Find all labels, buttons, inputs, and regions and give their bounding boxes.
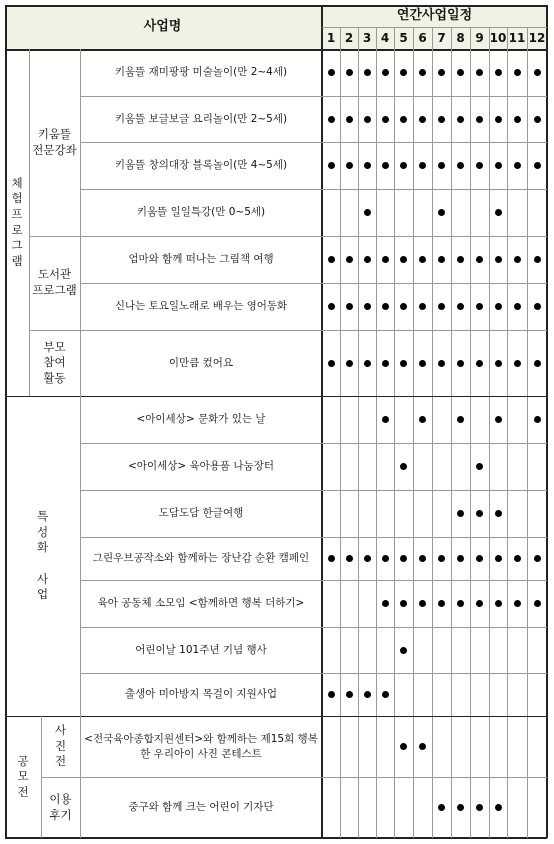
schedule-dot bbox=[419, 116, 426, 123]
schedule-dot bbox=[328, 256, 335, 263]
schedule-dot bbox=[328, 162, 335, 169]
schedule-dot bbox=[400, 69, 407, 76]
project-name: 키움뜰 창의대장 블록놀이(만 4~5세) bbox=[114, 159, 288, 172]
schedule-dot bbox=[534, 162, 541, 169]
schedule-dot bbox=[476, 463, 483, 470]
project-name: 키움뜰 보글보글 요리놀이(만 2~5세) bbox=[114, 112, 288, 125]
schedule-dot bbox=[364, 209, 371, 216]
schedule-dot bbox=[495, 510, 502, 517]
schedule-dot bbox=[457, 555, 464, 562]
schedule-dot bbox=[476, 116, 483, 123]
schedule-dot bbox=[476, 555, 483, 562]
schedule-dot bbox=[514, 116, 521, 123]
schedule-dot bbox=[419, 360, 426, 367]
schedule-dot bbox=[534, 416, 541, 423]
group-label-experience: 체 험 프 로 그 램 bbox=[11, 175, 23, 268]
schedule-dot bbox=[419, 256, 426, 263]
schedule-dot bbox=[534, 360, 541, 367]
schedule-dot bbox=[438, 600, 445, 607]
project-name: <전국육아종합지원센터>와 함께하는 제15회 행복한 우리아이 사진 콘테스트 bbox=[84, 733, 318, 760]
month-header-7: 7 bbox=[437, 30, 446, 45]
schedule-dot bbox=[438, 116, 445, 123]
schedule-dot bbox=[476, 600, 483, 607]
schedule-dot bbox=[382, 360, 389, 367]
subgroup-label-library: 도서관 프로그램 bbox=[32, 267, 77, 297]
schedule-dot bbox=[419, 743, 426, 750]
schedule-dot bbox=[346, 360, 353, 367]
schedule-dot bbox=[457, 256, 464, 263]
schedule-dot bbox=[328, 555, 335, 562]
project-name: 육아 공동체 소모임 <함께하면 행복 더하기> bbox=[97, 597, 305, 610]
schedule-dot bbox=[400, 256, 407, 263]
schedule-dot bbox=[364, 116, 371, 123]
month-header-2: 2 bbox=[344, 30, 354, 45]
schedule-dot bbox=[495, 116, 502, 123]
month-header-5: 5 bbox=[399, 30, 408, 45]
schedule-dot bbox=[457, 600, 464, 607]
month-header-1: 1 bbox=[326, 30, 336, 45]
month-header-10: 10 bbox=[489, 30, 507, 45]
schedule-dot bbox=[495, 416, 502, 423]
schedule-dot bbox=[438, 69, 445, 76]
project-name: <아이세상> 문화가 있는 날 bbox=[136, 413, 266, 426]
schedule-dot bbox=[457, 69, 464, 76]
schedule-dot bbox=[400, 162, 407, 169]
schedule-dot bbox=[438, 162, 445, 169]
schedule-dot bbox=[328, 116, 335, 123]
schedule-dot bbox=[382, 303, 389, 310]
schedule-dot bbox=[438, 256, 445, 263]
month-header-6: 6 bbox=[418, 30, 427, 45]
schedule-dot bbox=[534, 69, 541, 76]
schedule-dot bbox=[364, 256, 371, 263]
header-project-name: 사업명 bbox=[143, 19, 182, 35]
month-header-9: 9 bbox=[475, 30, 484, 45]
table-border-right bbox=[546, 5, 548, 838]
schedule-dot bbox=[328, 69, 335, 76]
schedule-dot bbox=[364, 303, 371, 310]
project-name: 중구와 함께 크는 어린이 기자단 bbox=[128, 801, 274, 814]
schedule-dot bbox=[419, 69, 426, 76]
schedule-dot bbox=[346, 256, 353, 263]
group-label-contest: 공 모 전 bbox=[17, 753, 29, 799]
schedule-dot bbox=[534, 600, 541, 607]
schedule-dot bbox=[457, 162, 464, 169]
schedule-dot bbox=[419, 600, 426, 607]
schedule-dot bbox=[495, 209, 502, 216]
project-name: 키움뜰 재미팡팡 미술놀이(만 2~4세) bbox=[114, 66, 288, 79]
schedule-dot bbox=[457, 416, 464, 423]
schedule-dot bbox=[364, 691, 371, 698]
schedule-dot bbox=[419, 303, 426, 310]
schedule-dot bbox=[346, 691, 353, 698]
schedule-dot bbox=[534, 116, 541, 123]
schedule-dot bbox=[382, 162, 389, 169]
schedule-dot bbox=[400, 743, 407, 750]
month-header-11: 11 bbox=[508, 30, 526, 45]
month-header-8: 8 bbox=[456, 30, 465, 45]
schedule-dot bbox=[495, 555, 502, 562]
schedule-dot bbox=[400, 647, 407, 654]
schedule-dot bbox=[438, 804, 445, 811]
month-header-12: 12 bbox=[528, 30, 546, 45]
schedule-dot bbox=[514, 555, 521, 562]
subgroup-label-kiumtteul: 키움뜰 전문강좌 bbox=[32, 126, 77, 157]
subgroup-label-parent: 부모 참여 활동 bbox=[43, 339, 66, 385]
schedule-dot bbox=[382, 256, 389, 263]
schedule-dot bbox=[476, 303, 483, 310]
schedule-dot bbox=[400, 555, 407, 562]
schedule-dot bbox=[457, 360, 464, 367]
group-label-specialized: 특 성 화 사 업 bbox=[36, 509, 49, 602]
schedule-dot bbox=[495, 256, 502, 263]
schedule-dot bbox=[534, 555, 541, 562]
schedule-dot bbox=[457, 510, 464, 517]
schedule-dot bbox=[382, 555, 389, 562]
schedule-dot bbox=[476, 256, 483, 263]
schedule-dot bbox=[514, 69, 521, 76]
schedule-dot bbox=[495, 360, 502, 367]
schedule-dot bbox=[438, 209, 445, 216]
schedule-dot bbox=[346, 162, 353, 169]
schedule-dot bbox=[419, 555, 426, 562]
schedule-dot bbox=[328, 303, 335, 310]
month-header-3: 3 bbox=[362, 30, 372, 45]
schedule-dot bbox=[457, 303, 464, 310]
schedule-dot bbox=[457, 804, 464, 811]
schedule-dot bbox=[476, 162, 483, 169]
schedule-dot bbox=[514, 360, 521, 367]
schedule-dot bbox=[514, 162, 521, 169]
schedule-dot bbox=[364, 360, 371, 367]
schedule-dot bbox=[382, 600, 389, 607]
schedule-dot bbox=[364, 555, 371, 562]
schedule-dot bbox=[400, 600, 407, 607]
schedule-dot bbox=[364, 69, 371, 76]
schedule-dot bbox=[438, 360, 445, 367]
schedule-dot bbox=[514, 303, 521, 310]
schedule-dot bbox=[534, 303, 541, 310]
schedule-dot bbox=[419, 162, 426, 169]
project-name: 신나는 토요일노래로 배우는 영어동화 bbox=[114, 300, 288, 313]
schedule-dot bbox=[382, 416, 389, 423]
schedule-dot bbox=[346, 303, 353, 310]
schedule-dot bbox=[328, 691, 335, 698]
project-name: 어린이날 101주년 기념 행사 bbox=[135, 643, 267, 656]
schedule-dot bbox=[382, 69, 389, 76]
project-name: 출생아 미아방지 목걸이 지원사업 bbox=[124, 688, 277, 701]
schedule-dot bbox=[400, 303, 407, 310]
project-name: 이만큼 컸어요 bbox=[168, 356, 234, 369]
schedule-dot bbox=[328, 360, 335, 367]
schedule-dot bbox=[476, 69, 483, 76]
schedule-dot bbox=[346, 555, 353, 562]
schedule-dot bbox=[476, 360, 483, 367]
schedule-dot bbox=[495, 162, 502, 169]
schedule-dot bbox=[495, 303, 502, 310]
schedule-dot bbox=[438, 555, 445, 562]
project-name: 엄마와 함께 떠나는 그림책 여행 bbox=[128, 253, 274, 266]
month-header-4: 4 bbox=[380, 30, 390, 45]
schedule-dot bbox=[382, 691, 389, 698]
subgroup-label-review: 이용 후기 bbox=[49, 791, 72, 822]
schedule-dot bbox=[476, 804, 483, 811]
schedule-dot bbox=[495, 804, 502, 811]
schedule-dot bbox=[495, 600, 502, 607]
header-annual-schedule: 연간사업일정 bbox=[396, 8, 473, 24]
project-name: 도담도담 한글여행 bbox=[158, 507, 244, 520]
schedule-dot bbox=[457, 116, 464, 123]
schedule-dot bbox=[419, 416, 426, 423]
schedule-dot bbox=[400, 463, 407, 470]
project-name: 키움뜰 일일특강(만 0~5세) bbox=[136, 206, 266, 219]
subgroup-label-photo: 사 진 전 bbox=[54, 723, 67, 769]
schedule-dot bbox=[514, 256, 521, 263]
project-name: <아이세상> 육아용품 나눔장터 bbox=[128, 460, 274, 473]
schedule-dot bbox=[364, 162, 371, 169]
schedule-dot bbox=[382, 116, 389, 123]
schedule-dot bbox=[346, 116, 353, 123]
schedule-dot bbox=[534, 256, 541, 263]
schedule-dot bbox=[400, 360, 407, 367]
schedule-dot bbox=[476, 510, 483, 517]
schedule-dot bbox=[438, 303, 445, 310]
schedule-dot bbox=[514, 600, 521, 607]
schedule-dot bbox=[495, 69, 502, 76]
project-name: 그린우브공작소와 함께하는 장난감 순환 캠페인 bbox=[92, 552, 310, 565]
schedule-dot bbox=[346, 69, 353, 76]
schedule-dot bbox=[400, 116, 407, 123]
